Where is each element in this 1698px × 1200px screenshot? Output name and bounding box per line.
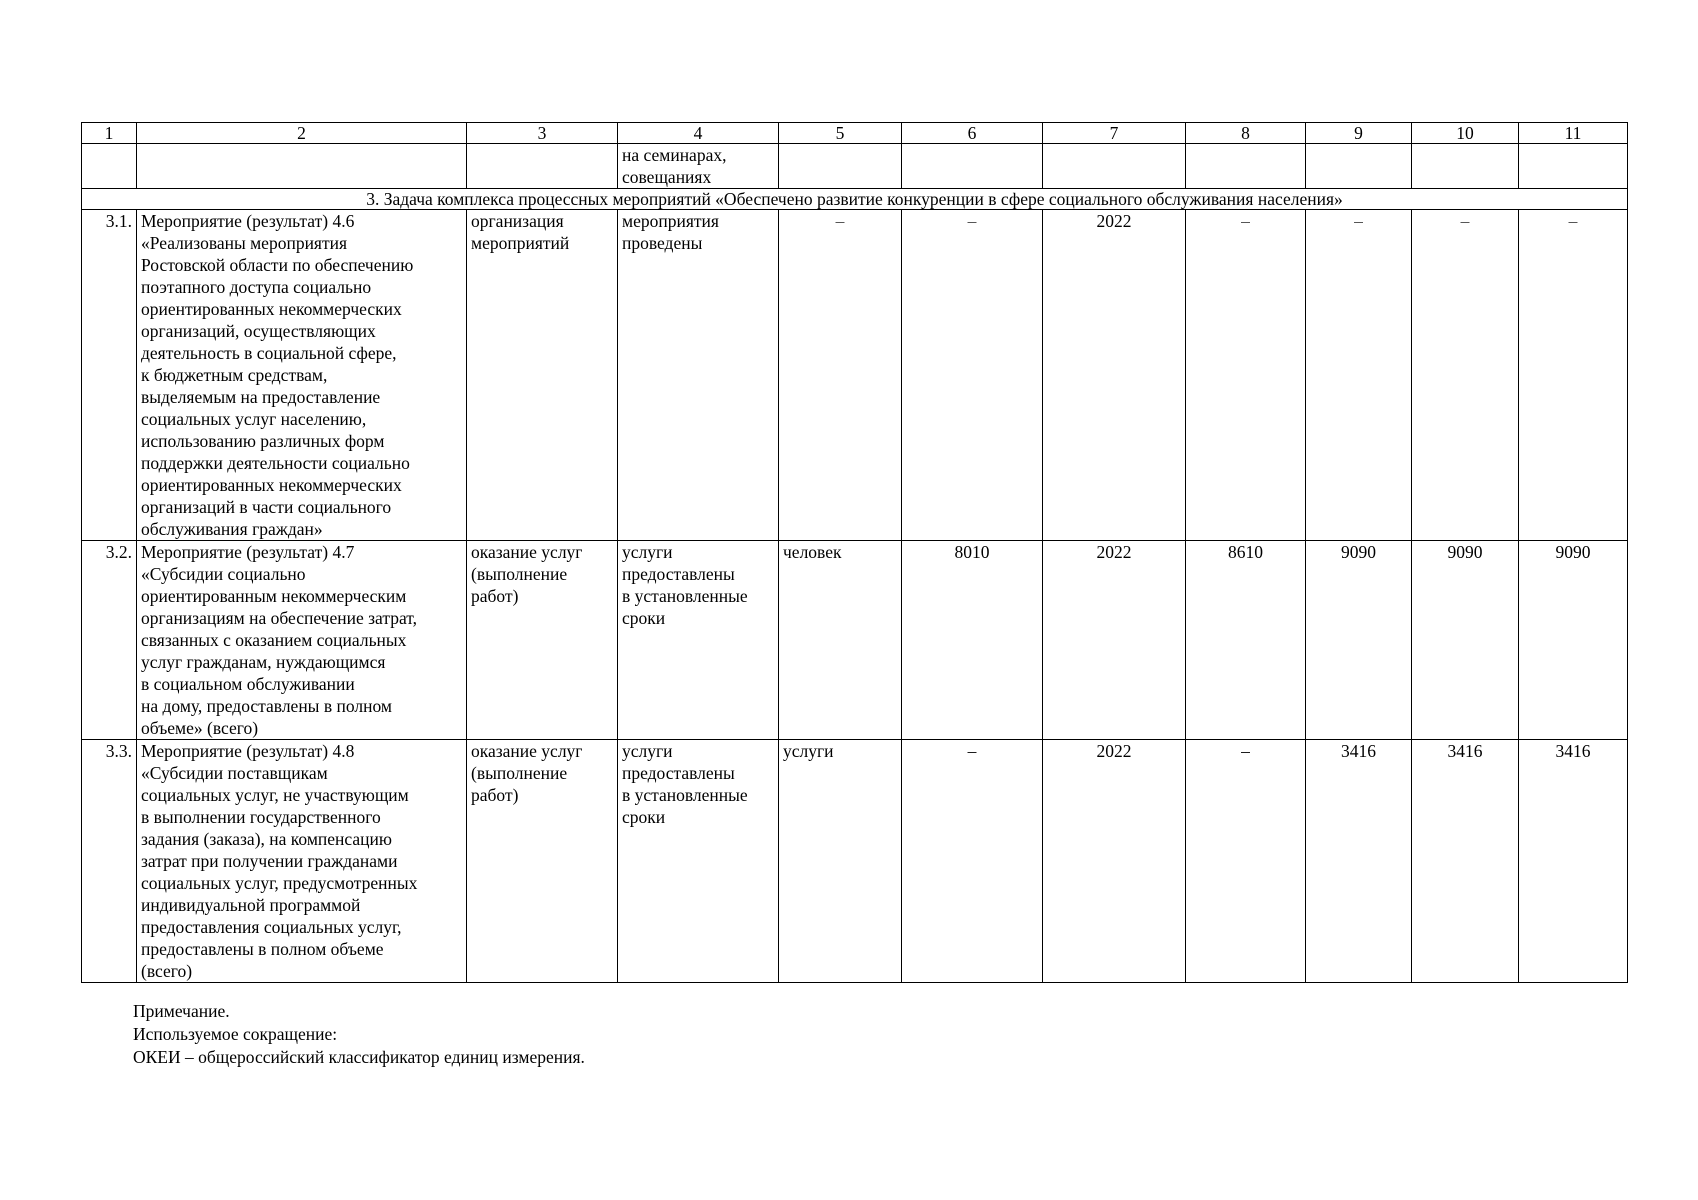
row-value-8: –: [1186, 740, 1306, 983]
col-header-3: 3: [467, 123, 618, 144]
table-cell: [1306, 144, 1412, 189]
row-value-11: 3416: [1519, 740, 1628, 983]
row-base-value: –: [902, 210, 1043, 541]
row-characteristic: услуги предоставлены в установленные сроки: [618, 740, 779, 983]
notes-block: [133, 1000, 585, 1069]
table-cell: [467, 144, 618, 189]
row-value-10: –: [1412, 210, 1519, 541]
notes-abbreviation-okei: ОКЕИ – общероссийский классификатор единиц измерения.: [133, 1047, 585, 1067]
results-table: [81, 122, 1628, 983]
column-number-row: [82, 123, 1628, 144]
col-header-10: 10: [1412, 123, 1519, 144]
table-cell: [1519, 144, 1628, 189]
row-value-9: –: [1306, 210, 1412, 541]
table-row: [82, 541, 1628, 740]
col-header-4: 4: [618, 123, 779, 144]
row-base-year: 2022: [1043, 541, 1186, 740]
table-cell: [1043, 144, 1186, 189]
table-row: [82, 210, 1628, 541]
notes-abbreviation-heading: Используемое сокращение:: [133, 1024, 338, 1044]
table-row: [82, 740, 1628, 983]
row-base-value: 8010: [902, 541, 1043, 740]
col-header-6: 6: [902, 123, 1043, 144]
col-header-11: 11: [1519, 123, 1628, 144]
col-header-1: 1: [82, 123, 137, 144]
table-cell: [1186, 144, 1306, 189]
table-cell: [137, 144, 467, 189]
row-base-year: 2022: [1043, 740, 1186, 983]
col-header-2: 2: [137, 123, 467, 144]
row-value-9: 9090: [1306, 541, 1412, 740]
col-header-8: 8: [1186, 123, 1306, 144]
row-value-8: 8610: [1186, 541, 1306, 740]
row-base-value: –: [902, 740, 1043, 983]
row-number: 3.1.: [82, 210, 137, 541]
row-number: 3.3.: [82, 740, 137, 983]
continuation-text: на семинарах, совещаниях: [618, 144, 779, 189]
col-header-5: 5: [779, 123, 902, 144]
table-cell: [902, 144, 1043, 189]
row-name: Мероприятие (результат) 4.6 «Реализованы мероприятия Ростовской области по обеспечению поэтапного доступа социально ориентированных некоммерческих организаций, осуществляющих деятельность в социальной сфере, к бюджетным средствам, выделяемым на предоставление социальных услуг населению, использованию различных форм поддержки деятельности социально ориентированных некоммерческих организаций в части социального обслуживания граждан»: [137, 210, 467, 541]
row-value-9: 3416: [1306, 740, 1412, 983]
notes-title: Примечание.: [133, 1001, 230, 1021]
section-row: [82, 189, 1628, 210]
row-value-11: –: [1519, 210, 1628, 541]
table-cell: [82, 144, 137, 189]
row-unit: –: [779, 210, 902, 541]
row-type: оказание услуг (выполнение работ): [467, 541, 618, 740]
row-base-year: 2022: [1043, 210, 1186, 541]
section-title: 3. Задача комплекса процессных мероприятий «Обеспечено развитие конкуренции в сфере социального обслуживания населения»: [82, 189, 1628, 210]
row-name: Мероприятие (результат) 4.7 «Субсидии социально ориентированным некоммерческим организациям на обеспечение затрат, связанных с оказанием социальных услуг гражданам, нуждающимся в социальном обслуживании на дому, предоставлены в полном объеме» (всего): [137, 541, 467, 740]
row-value-11: 9090: [1519, 541, 1628, 740]
row-value-8: –: [1186, 210, 1306, 541]
row-characteristic: услуги предоставлены в установленные сроки: [618, 541, 779, 740]
col-header-9: 9: [1306, 123, 1412, 144]
continuation-row: [82, 144, 1628, 189]
row-type: организация мероприятий: [467, 210, 618, 541]
row-unit: человек: [779, 541, 902, 740]
row-number: 3.2.: [82, 541, 137, 740]
table-cell: [1412, 144, 1519, 189]
row-unit: услуги: [779, 740, 902, 983]
row-name: Мероприятие (результат) 4.8 «Субсидии поставщикам социальных услуг, не участвующим в выполнении государственного задания (заказа), на компенсацию затрат при получении гражданами социальных услуг, предусмотренных индивидуальной программой предоставления социальных услуг, предоставлены в полном объеме (всего): [137, 740, 467, 983]
col-header-7: 7: [1043, 123, 1186, 144]
row-type: оказание услуг (выполнение работ): [467, 740, 618, 983]
table-cell: [779, 144, 902, 189]
row-value-10: 9090: [1412, 541, 1519, 740]
row-value-10: 3416: [1412, 740, 1519, 983]
row-characteristic: мероприятия проведены: [618, 210, 779, 541]
